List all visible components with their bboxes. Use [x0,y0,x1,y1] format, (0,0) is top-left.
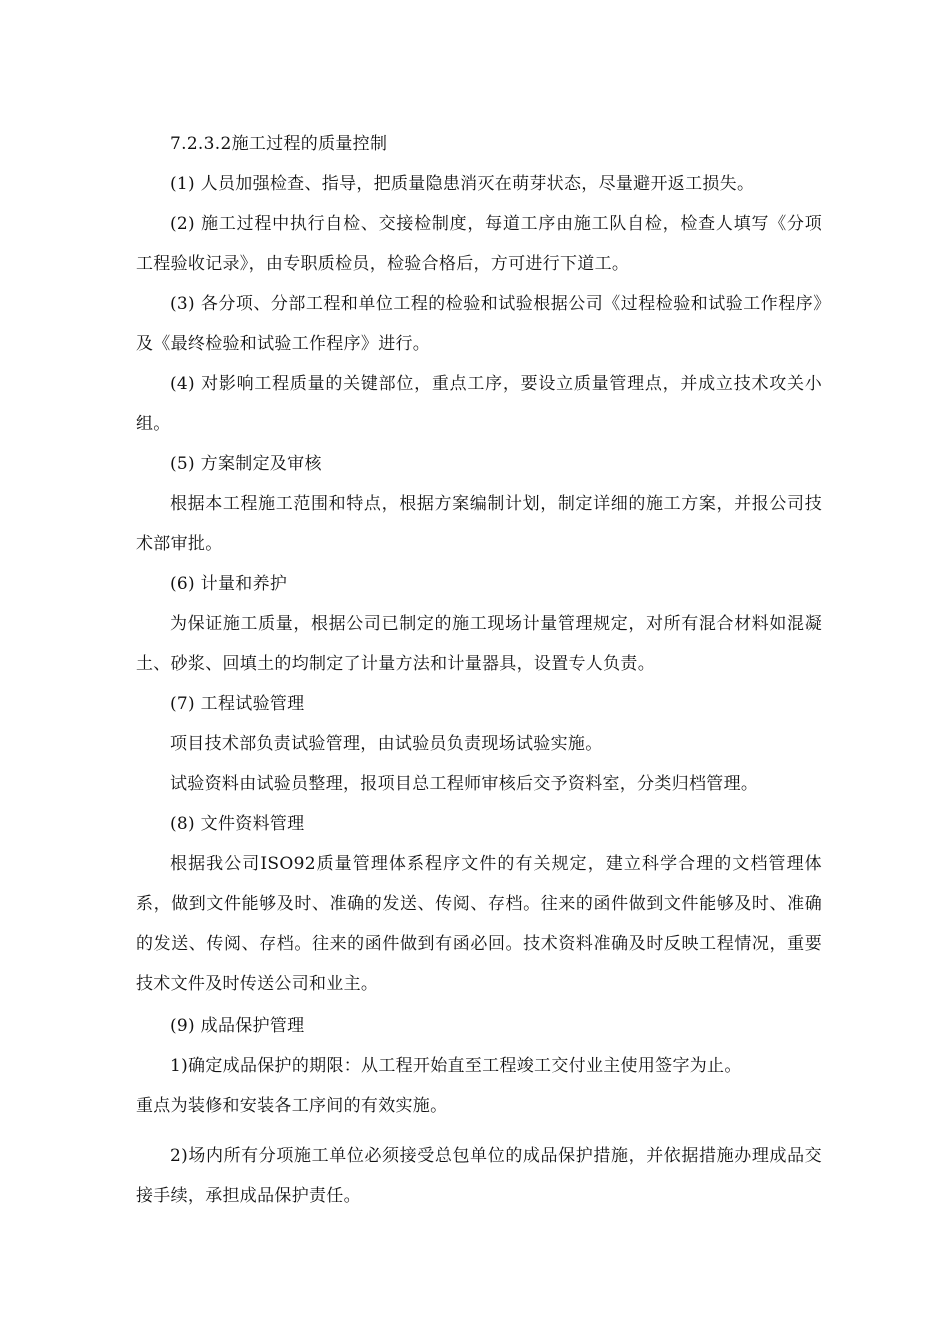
paragraph-1: (1) 人员加强检查、指导，把质量隐患消灭在萌芽状态，尽量避开返工损失。 [170,174,755,194]
paragraph-5-heading: (5) 方案制定及审核 [170,454,322,474]
paragraph-7-heading: (7) 工程试验管理 [170,694,305,714]
paragraph-9-item-1: 1)确定成品保护的期限：从工程开始直至工程竣工交付业主使用签字为止。 [170,1056,742,1076]
paragraph-3: (3) 各分项、分部工程和单位工程的检验和试验根据公司《过程检验和试验工作程序》及《最终检验和试验工作程序》进行。 [136,294,822,354]
paragraph-7-body-2: 试验资料由试验员整理，报项目总工程师审核后交予资料室，分类归档管理。 [170,774,759,794]
paragraph-7-body-1: 项目技术部负责试验管理，由试验员负责现场试验实施。 [170,734,603,754]
paragraph-8-heading: (8) 文件资料管理 [170,814,305,834]
paragraph-9-item-2: 2)场内所有分项施工单位必须接受总包单位的成品保护措施，并依据措施办理成品交接手续，承担成品保护责任。 [136,1146,822,1206]
paragraph-9-item-1-continued: 重点为装修和安装各工序间的有效实施。 [136,1096,448,1116]
paragraph-6-body: 为保证施工质量，根据公司已制定的施工现场计量管理规定，对所有混合材料如混凝土、砂浆、回填土的均制定了计量方法和计量器具，设置专人负责。 [136,614,822,674]
paragraph-9-heading: (9) 成品保护管理 [170,1016,305,1036]
paragraph-5-body: 根据本工程施工范围和特点，根据方案编制计划，制定详细的施工方案，并报公司技术部审批。 [136,494,822,554]
paragraph-2: (2) 施工过程中执行自检、交接检制度，每道工序由施工队自检，检查人填写《分项工程验收记录》，由专职质检员，检验合格后，方可进行下道工。 [136,214,822,274]
section-heading: 7.2.3.2施工过程的质量控制 [170,134,388,154]
paragraph-4: (4) 对影响工程质量的关键部位，重点工序，要设立质量管理点，并成立技术攻关小组。 [136,374,822,434]
paragraph-6-heading: (6) 计量和养护 [170,574,288,594]
paragraph-8-body: 根据我公司ISO92质量管理体系程序文件的有关规定，建立科学合理的文档管理体系，做到文件能够及时、准确的发送、传阅、存档。往来的函件做到文件能够及时、准确的发送、传阅、存档。往来的函件做到有函必回。技术资料准确及时反映工程情况，重要技术文件及时传送公司和业主。 [136,854,822,994]
